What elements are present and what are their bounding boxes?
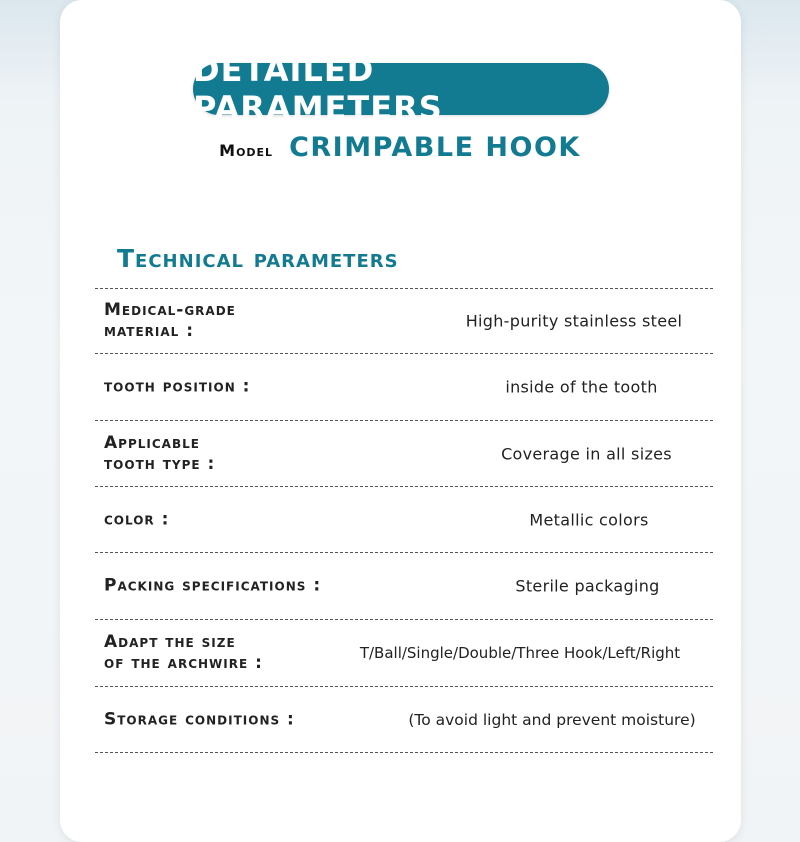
model-value: CRIMPABLE HOOK — [289, 132, 581, 163]
title-badge — [193, 51, 609, 127]
table-row — [95, 687, 713, 753]
row-label: Adapt the size of the archwire : — [104, 632, 263, 673]
row-label: color : — [104, 509, 170, 529]
table-row — [95, 421, 713, 487]
row-value: T/Ball/Single/Double/Three Hook/Left/Right — [359, 644, 681, 662]
parameters-table — [95, 288, 713, 753]
row-label: Packing specifications : — [104, 575, 322, 596]
row-value: Metallic colors — [529, 510, 649, 529]
row-label: Applicable tooth type : — [104, 432, 216, 474]
table-row — [95, 487, 713, 553]
title-badge-text: DETAILED PARAMETERS — [193, 51, 443, 127]
row-label: Storage conditions : — [104, 709, 295, 729]
row-value: inside of the tooth — [505, 377, 658, 397]
row-value: (To avoid light and prevent moisture) — [408, 710, 696, 729]
table-row — [95, 620, 713, 687]
row-value: Sterile packaging — [515, 576, 660, 596]
row-label: Medical-grade material : — [104, 300, 236, 341]
row-label: tooth position : — [104, 376, 251, 397]
model-row — [0, 132, 800, 168]
table-row — [95, 553, 713, 620]
row-value: Coverage in all sizes — [501, 444, 672, 463]
table-row — [95, 354, 713, 421]
table-row — [95, 289, 713, 354]
section-title: Technical parameters — [117, 244, 399, 273]
row-value: High-purity stainless steel — [465, 311, 683, 331]
model-label: Model — [219, 141, 274, 160]
